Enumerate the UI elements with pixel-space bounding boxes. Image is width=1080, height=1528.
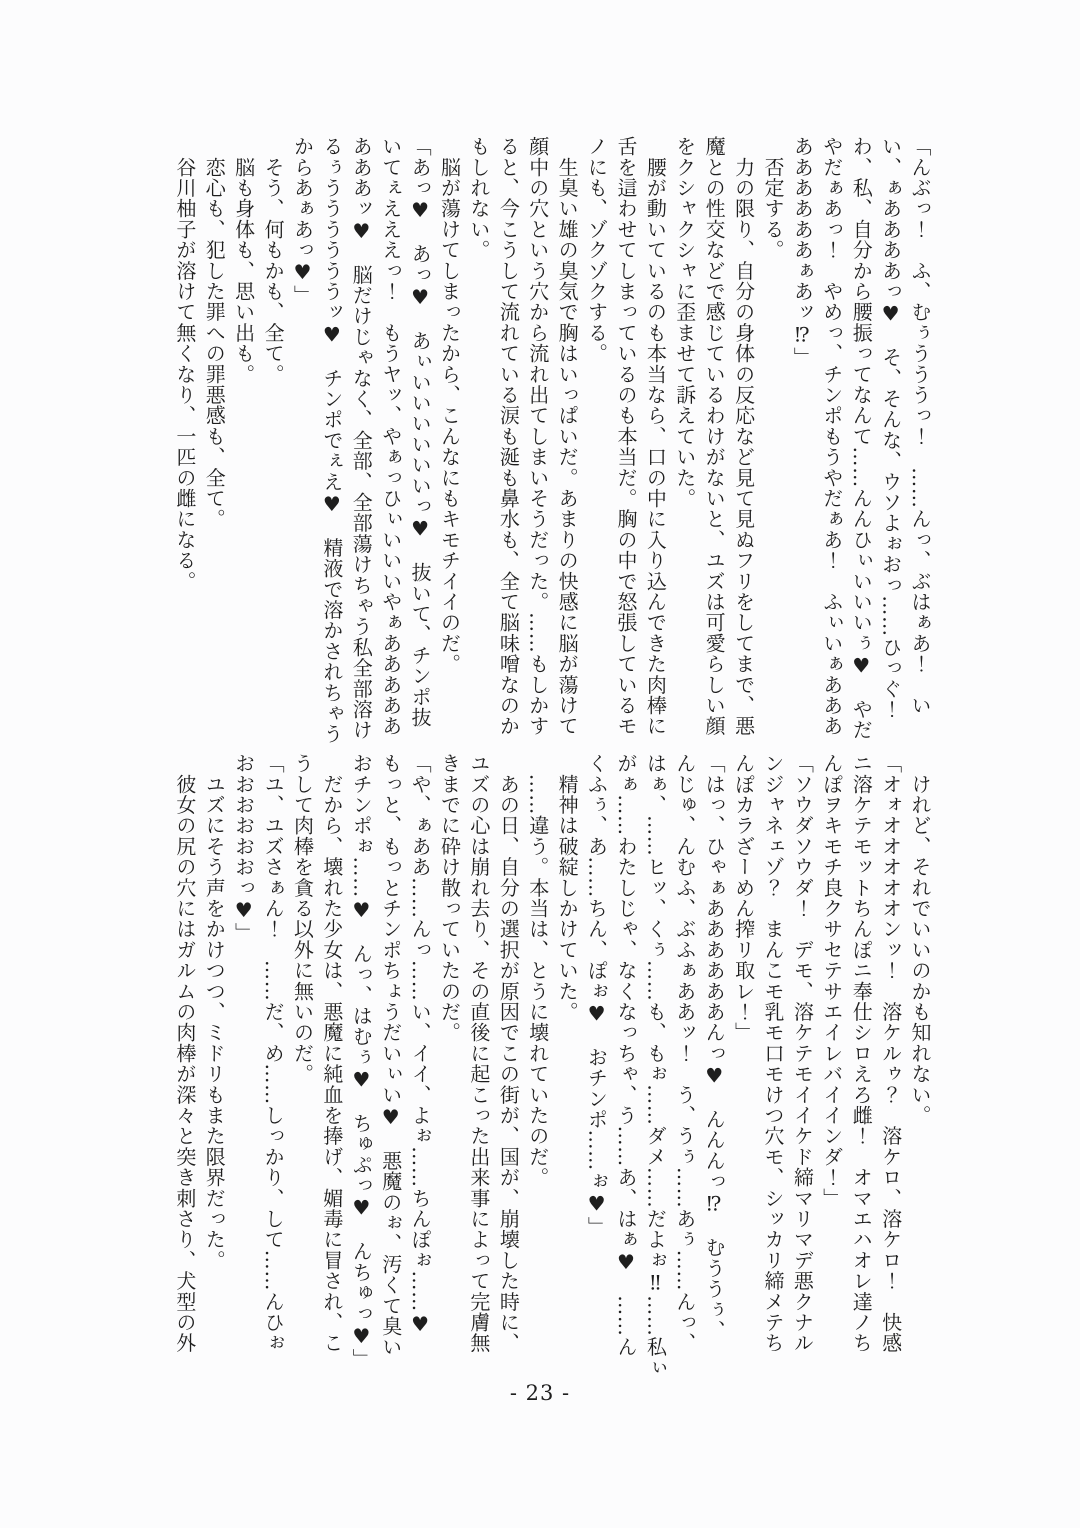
text-column: うして肉棒を貪る以外に無いのだ。 [290, 753, 315, 1085]
text-column: 力の限り、自分の身体の反応など見て見ぬフリをしてまで、悪 [731, 136, 756, 737]
text-column: 「んぶっ！ ふ、むぅうううっ！ ……んっ、ぶはぁあ！ い [908, 136, 932, 716]
text-column: ユズにそう声をかけつつ、ミドリもまた限界だった。 [202, 753, 227, 1271]
text-column: 「や、ぁああ……んっ……い、イイ、よぉ……ちんぽぉ……♥ [408, 753, 433, 1337]
text-column: 「オォオオオオオンッ！ 溶ケルゥ？ 溶ケロ、溶ケロ！ 快感 [878, 753, 903, 1354]
text-column: くふぅ、あ……ちん、ぽぉ♥ おチンポ……ぉ♥」 [584, 753, 609, 1238]
text-column: んぽヲキモチ良クサセテサエイレバイインダ！」 [819, 753, 844, 1209]
text-column: やだぁあっ！ やめっ、チンポもうやだぁあ！ ふぃいぁあああ [819, 136, 844, 737]
text-column: そう、何もかも、全て。 [261, 136, 286, 385]
text-column: けれど、それでいいのかも知れない。 [908, 753, 932, 1126]
text-column: 腰が動いているのも本当なら、口の中に入り込んできた肉棒に [643, 136, 668, 737]
text-column: 顔中の穴という穴から流れ出てしまいそうだった。……もしかす [525, 136, 550, 737]
text-block-top [169, 136, 934, 748]
text-column: あああッ♥ 脳だけじゃなく、全部、全部蕩けちゃう私全部溶け [349, 136, 374, 741]
text-column: ニ溶ケテモットちんぽニ奉仕シロえろ雌！ オマエハオレ達ノち [849, 753, 874, 1354]
text-column: 谷川柚子が溶けて無くなり、一匹の雌になる。 [172, 136, 197, 592]
text-column: 「ユ、ユズさぁん！ ……だ、め……しっかり、して……んひぉ [261, 753, 286, 1354]
text-column: 脳も身体も、思い出も。 [231, 136, 256, 385]
text-column: 否定する。 [760, 136, 785, 261]
text-column: 生臭い雄の臭気で胸はいっぱいだ。あまりの快感に脳が蕩けて [555, 136, 580, 737]
text-column: ユズの心は崩れ去り、その直後に起こった出来事によって完膚無 [466, 753, 491, 1354]
text-column: あの日、自分の選択が原因でこの街が、国が、崩壊した時に、 [496, 753, 521, 1354]
page-number: - 23 - [509, 1381, 571, 1405]
text-column: きまでに砕け散っていたのだ。 [437, 753, 462, 1043]
text-column: いてぇえええっ！ もうヤッ、やぁっひぃいいいやぁあああああ [378, 136, 403, 737]
text-column: 「あっ♥ あっ♥ あぃいいいいいいっ♥ 抜いて、チンポ抜 [408, 136, 433, 728]
text-column: がぁ……わたしじゃ、なくなっちゃ、う……あ、はぁ♥ ……ん [613, 753, 638, 1358]
text-block-bottom [169, 753, 934, 1378]
text-column: おチンポぉ……♥ んっ、はむぅ♥ ちゅぷっ♥ んちゅっ♥」 [349, 753, 374, 1370]
text-column: ……違う。本当は、とうに壊れていたのだ。 [525, 753, 550, 1188]
text-column: ノにも、ゾクゾクする。 [584, 136, 609, 364]
text-column: 魔との性交などで感じているわけがないと、ユズは可愛らしい顔 [702, 136, 727, 737]
text-column: だから、壊れた少女は、悪魔に純血を捧げ、媚毒に冒され、こ [319, 753, 344, 1354]
text-column: 脳が蕩けてしまったから、こんなにもキモチイイのだ。 [437, 136, 462, 675]
text-column: 「ソウダソウダ！ デモ、溶ケテモイイケド締マリマデ悪クナル [790, 753, 815, 1354]
text-column: もしれない。 [466, 136, 491, 261]
text-column: もっと、もっとチンポちょうだいぃい♥ 悪魔のぉ、汚くて臭い [378, 753, 403, 1358]
text-column: ああああああぁあッ⁉」 [790, 136, 815, 368]
text-column: んじゅ、んむふ、ぶふぁああッ！ う、うぅ……あぅ……んっ、 [672, 753, 697, 1354]
text-column: ンジャネェゾ？ まんこモ乳モ口モけつ穴モ、シッカリ締メテち [760, 753, 785, 1354]
text-column: んぽカラざーめん搾リ取レ！」 [731, 753, 756, 1043]
text-column: 精神は破綻しかけていた。 [555, 753, 580, 1023]
text-column: るぅううううううッ♥ チンポでぇえ♥ 精液で溶かされちゃう [319, 136, 344, 745]
text-column: 彼女の尻の穴にはガルムの肉棒が深々と突き刺さり、犬型の外 [172, 753, 197, 1354]
text-column: い、ぁああああっ♥ そ、そんな、ウソよぉおっ……ひっぐ！ [878, 136, 903, 720]
text-column: 恋心も、犯した罪への罪悪感も、全て。 [202, 136, 227, 530]
text-column: 舌を這わせてしまっているのも本当だ。胸の中で怒張しているモ [613, 136, 638, 737]
text-column: わ、私、自分から腰振ってなんて……んんひぃいいいぅ♥ やだ [849, 136, 874, 741]
text-column: はぁ、……ヒッ、くぅ……も、もぉ……ダメ……だよぉ‼……私ぃ [643, 753, 668, 1378]
text-column: 「はっ、ひゃぁああああああんっ♥ んんんっ⁉ むううぅ、 [702, 753, 727, 1341]
text-column: からあぁあっ♥」 [290, 136, 315, 306]
text-column: おおおおおおっ♥」 [231, 753, 256, 944]
text-column: をクシャクシャに歪ませて訴えていた。 [672, 136, 697, 509]
text-column: ると、今こうして流れている涙も涎も鼻水も、全て脳味噌なのか [496, 136, 521, 737]
